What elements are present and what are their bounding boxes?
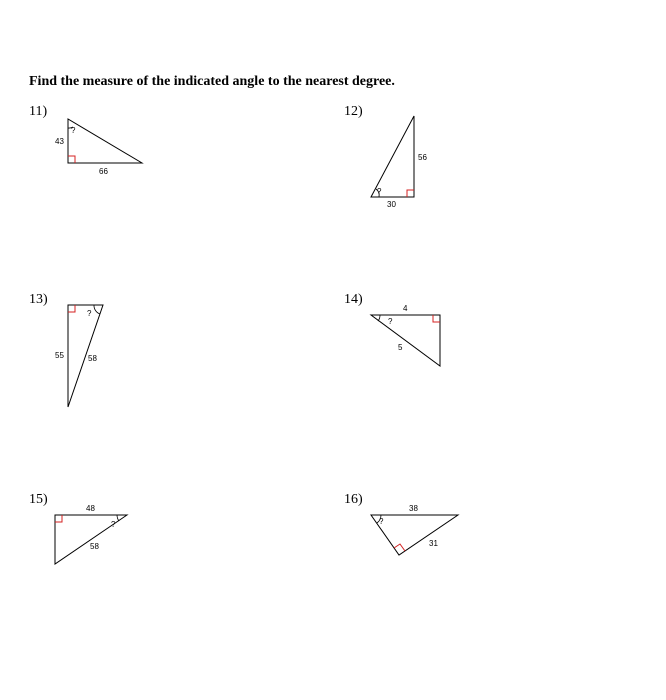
side-label-66: 66 [99, 167, 108, 176]
side-label-58: 58 [90, 542, 99, 551]
unknown-angle-label: ? [388, 317, 393, 326]
unknown-angle-label: ? [379, 517, 384, 526]
problem-number-16: 16) [344, 492, 363, 507]
instructions: Find the measure of the indicated angle to the nearest degree. [29, 74, 395, 89]
side-label-4: 4 [403, 304, 408, 313]
side-label-38: 38 [409, 504, 418, 513]
unknown-angle-label: ? [87, 309, 92, 318]
problem-number-15: 15) [29, 492, 48, 507]
side-label-5: 5 [398, 343, 403, 352]
unknown-angle-label: ? [377, 187, 382, 196]
unknown-angle-label: ? [71, 126, 76, 135]
triangle-13 [55, 305, 103, 407]
side-label-30: 30 [387, 200, 396, 209]
side-label-48: 48 [86, 504, 95, 513]
problem-number-11: 11) [29, 104, 48, 119]
side-label-55: 55 [55, 351, 64, 360]
side-label-58: 58 [88, 354, 97, 363]
unknown-angle-label: ? [111, 520, 116, 529]
problem-number-12: 12) [344, 104, 363, 119]
side-label-31: 31 [429, 539, 438, 548]
side-label-56: 56 [418, 153, 427, 162]
triangle-16 [371, 504, 458, 555]
triangle-12 [371, 116, 427, 209]
triangle-14 [371, 304, 440, 366]
side-label-43: 43 [55, 137, 64, 146]
triangle-15 [55, 504, 127, 564]
problem-number-13: 13) [29, 292, 48, 307]
triangle-11 [55, 119, 142, 176]
problem-number-14: 14) [344, 292, 363, 307]
